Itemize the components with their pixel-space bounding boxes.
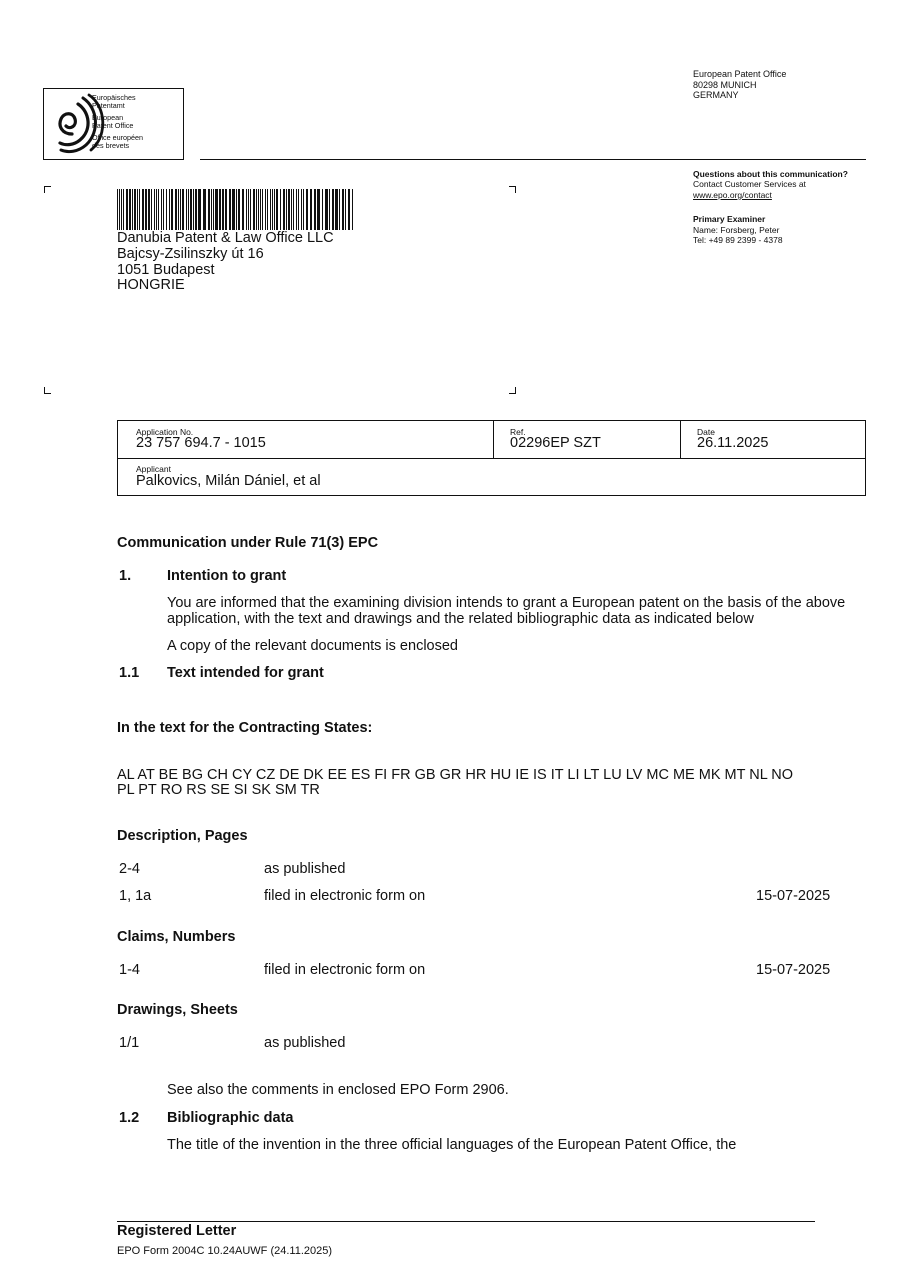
row-date: 15-07-2025 <box>756 888 831 904</box>
row-status: filed in electronic form on <box>264 962 426 978</box>
date-label: Date <box>697 427 715 437</box>
examiner-heading: Primary Examiner <box>693 214 766 225</box>
row-date: 15-07-2025 <box>756 962 831 978</box>
applicant-label: Applicant <box>136 464 171 474</box>
row-pages: 2-4 <box>119 861 140 877</box>
row-status: as published <box>264 861 346 877</box>
logo-line: European <box>92 112 124 122</box>
address-line: 1051 Budapest <box>117 261 215 278</box>
address-line: HONGRIE <box>117 277 185 294</box>
row-pages: 1/1 <box>119 1035 140 1051</box>
date-value: 26.11.2025 <box>697 435 769 451</box>
see-also-text: See also the comments in enclosed EPO Form 2906. <box>167 1082 509 1098</box>
registered-letter: Registered Letter <box>117 1223 237 1239</box>
section-number: 1. <box>119 568 132 584</box>
address-line: Danubia Patent & Law Office LLC <box>117 230 334 246</box>
logo-line: des brevets <box>92 141 130 151</box>
contact-panel <box>693 169 848 245</box>
section-title: Intention to grant <box>167 568 287 584</box>
examiner-tel: Tel: +49 89 2399 - 4378 <box>693 235 783 246</box>
contact-line: Contact Customer Services at <box>693 179 806 190</box>
claims-heading: Claims, Numbers <box>117 929 236 945</box>
section-number: 1.1 <box>119 665 140 681</box>
office-address <box>693 69 786 101</box>
corner-mark <box>44 387 51 394</box>
row-pages: 1-4 <box>119 962 140 978</box>
footer-rule <box>117 1221 815 1222</box>
logo-line: Office européen <box>92 132 144 142</box>
application-number: 23 757 694.7 - 1015 <box>136 435 266 451</box>
epo-logo <box>43 88 184 160</box>
corner-mark <box>509 186 516 193</box>
row-status: as published <box>264 1035 346 1051</box>
office-line: 80298 MUNICH <box>693 79 757 90</box>
logo-line: Patent Office <box>92 121 134 131</box>
section-number: 1.2 <box>119 1110 140 1126</box>
examiner-name: Name: Forsberg, Peter <box>693 224 780 235</box>
logo-wordmark <box>92 94 143 150</box>
office-line: GERMANY <box>693 90 739 101</box>
logo-line: Europäisches <box>92 93 136 102</box>
questions-heading: Questions about this communication? <box>693 169 848 179</box>
address-line: Bajcsy-Zsilinszky út 16 <box>117 245 264 262</box>
drawings-heading: Drawings, Sheets <box>117 1002 238 1018</box>
intention-paragraph: You are informed that the examining division intends to grant a European patent on the basis of the above application, with the text and drawings and the related bibliographic data as indicated below <box>167 595 846 627</box>
logo-line: Patentamt <box>92 101 125 111</box>
bibliographic-paragraph: The title of the invention in the three official languages of the European Patent Office, the <box>167 1137 737 1153</box>
description-heading: Description, Pages <box>117 828 248 844</box>
header-rule <box>200 159 866 160</box>
ref-label: Ref. <box>510 427 526 437</box>
office-line: European Patent Office <box>693 69 787 79</box>
contracting-states-line: AL AT BE BG CH CY CZ DE DK EE ES FI FR GB GR HR HU IE IS IT LI LT LU LV MC ME MK MT NL NO <box>117 767 793 783</box>
applicant-value: Palkovics, Milán Dániel, et al <box>136 473 321 489</box>
contact-link[interactable]: www.epo.org/contact <box>693 189 772 200</box>
contracting-heading: In the text for the Contracting States: <box>117 720 373 736</box>
corner-mark <box>509 387 516 394</box>
recipient-address <box>117 231 334 294</box>
form-identifier: EPO Form 2004C 10.24AUWF (24.11.2025) <box>117 1245 333 1257</box>
section-title: Text intended for grant <box>167 665 324 681</box>
row-pages: 1, 1a <box>119 888 152 904</box>
application-label: Application No. <box>136 427 194 437</box>
barcode <box>117 189 355 230</box>
section-title: Bibliographic data <box>167 1110 294 1126</box>
copy-enclosed-text: A copy of the relevant documents is enclosed <box>167 638 458 654</box>
row-status: filed in electronic form on <box>264 888 426 904</box>
reference-table <box>117 420 866 496</box>
communication-title: Communication under Rule 71(3) EPC <box>117 535 379 551</box>
contracting-states-line: PL PT RO RS SE SI SK SM TR <box>117 782 320 798</box>
ref-value: 02296EP SZT <box>510 435 601 451</box>
corner-mark <box>44 186 51 193</box>
